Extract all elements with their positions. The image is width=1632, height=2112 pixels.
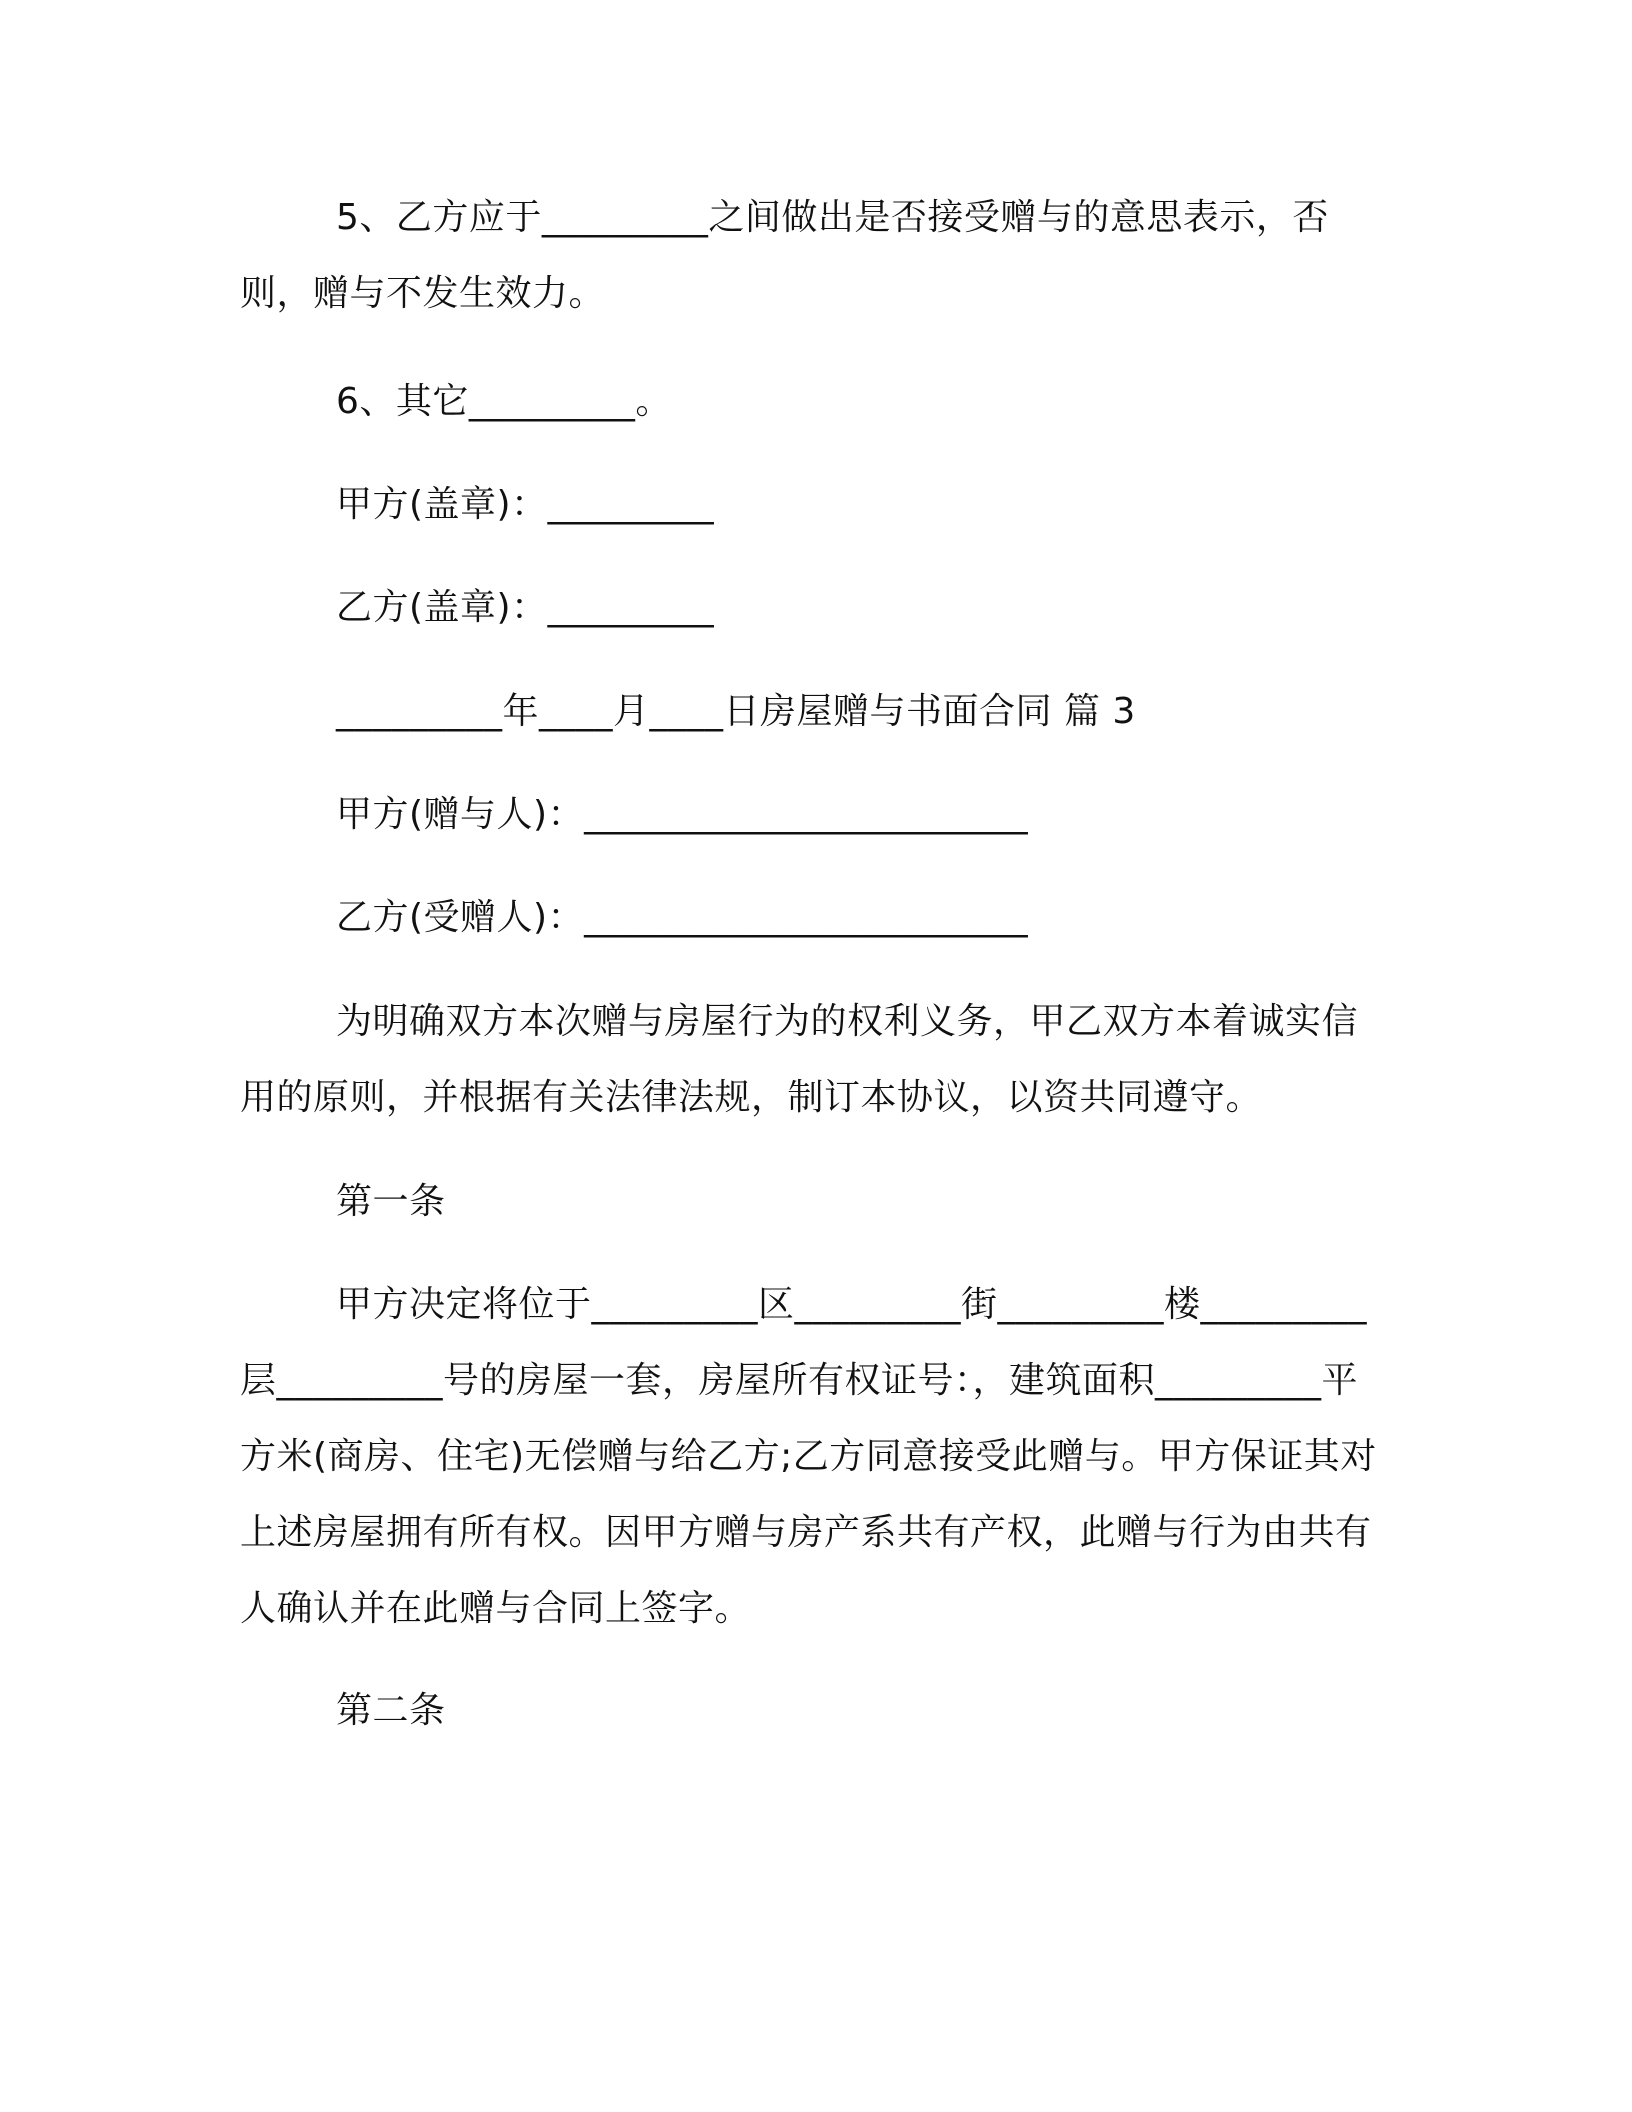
preamble-paragraph: 为明确双方本次赠与房屋行为的权利义务，甲乙双方本着诚实信用的原则，并根据有关法律法规，制订本协议，以资共同遵守。: [240, 1001, 1359, 1118]
article-1-heading: 第一条: [336, 1181, 446, 1222]
clause-6-paragraph: 6、其它_________。: [336, 381, 672, 422]
article-2-heading: 第二条: [336, 1690, 446, 1731]
date-and-contract-heading: _________年____月____日房屋赠与书面合同 篇 3: [336, 691, 1136, 732]
party-a-seal-line: 甲方(盖章)：_________: [336, 484, 715, 525]
party-b-seal-line: 乙方(盖章)：_________: [336, 587, 715, 628]
article-1-body: 甲方决定将位于_________区_________街_________楼_________层_________号的房屋一套，房屋所有权证号：，建筑面积_________平方米(商房、住宅)无偿赠与给乙方;乙方同意接受此赠与。甲方保证其对上述房屋拥有所有权。因甲方赠与房产系共有产权，此赠与行为由共有人确认并在此赠与合同上签字。: [240, 1284, 1377, 1629]
clause-5-paragraph: 5、乙方应于_________之间做出是否接受赠与的意思表示，否则，赠与不发生效力。: [240, 197, 1329, 314]
party-a-donor-line: 甲方(赠与人)：________________________: [336, 794, 1029, 835]
party-b-donee-line: 乙方(受赠人)：________________________: [336, 897, 1029, 938]
